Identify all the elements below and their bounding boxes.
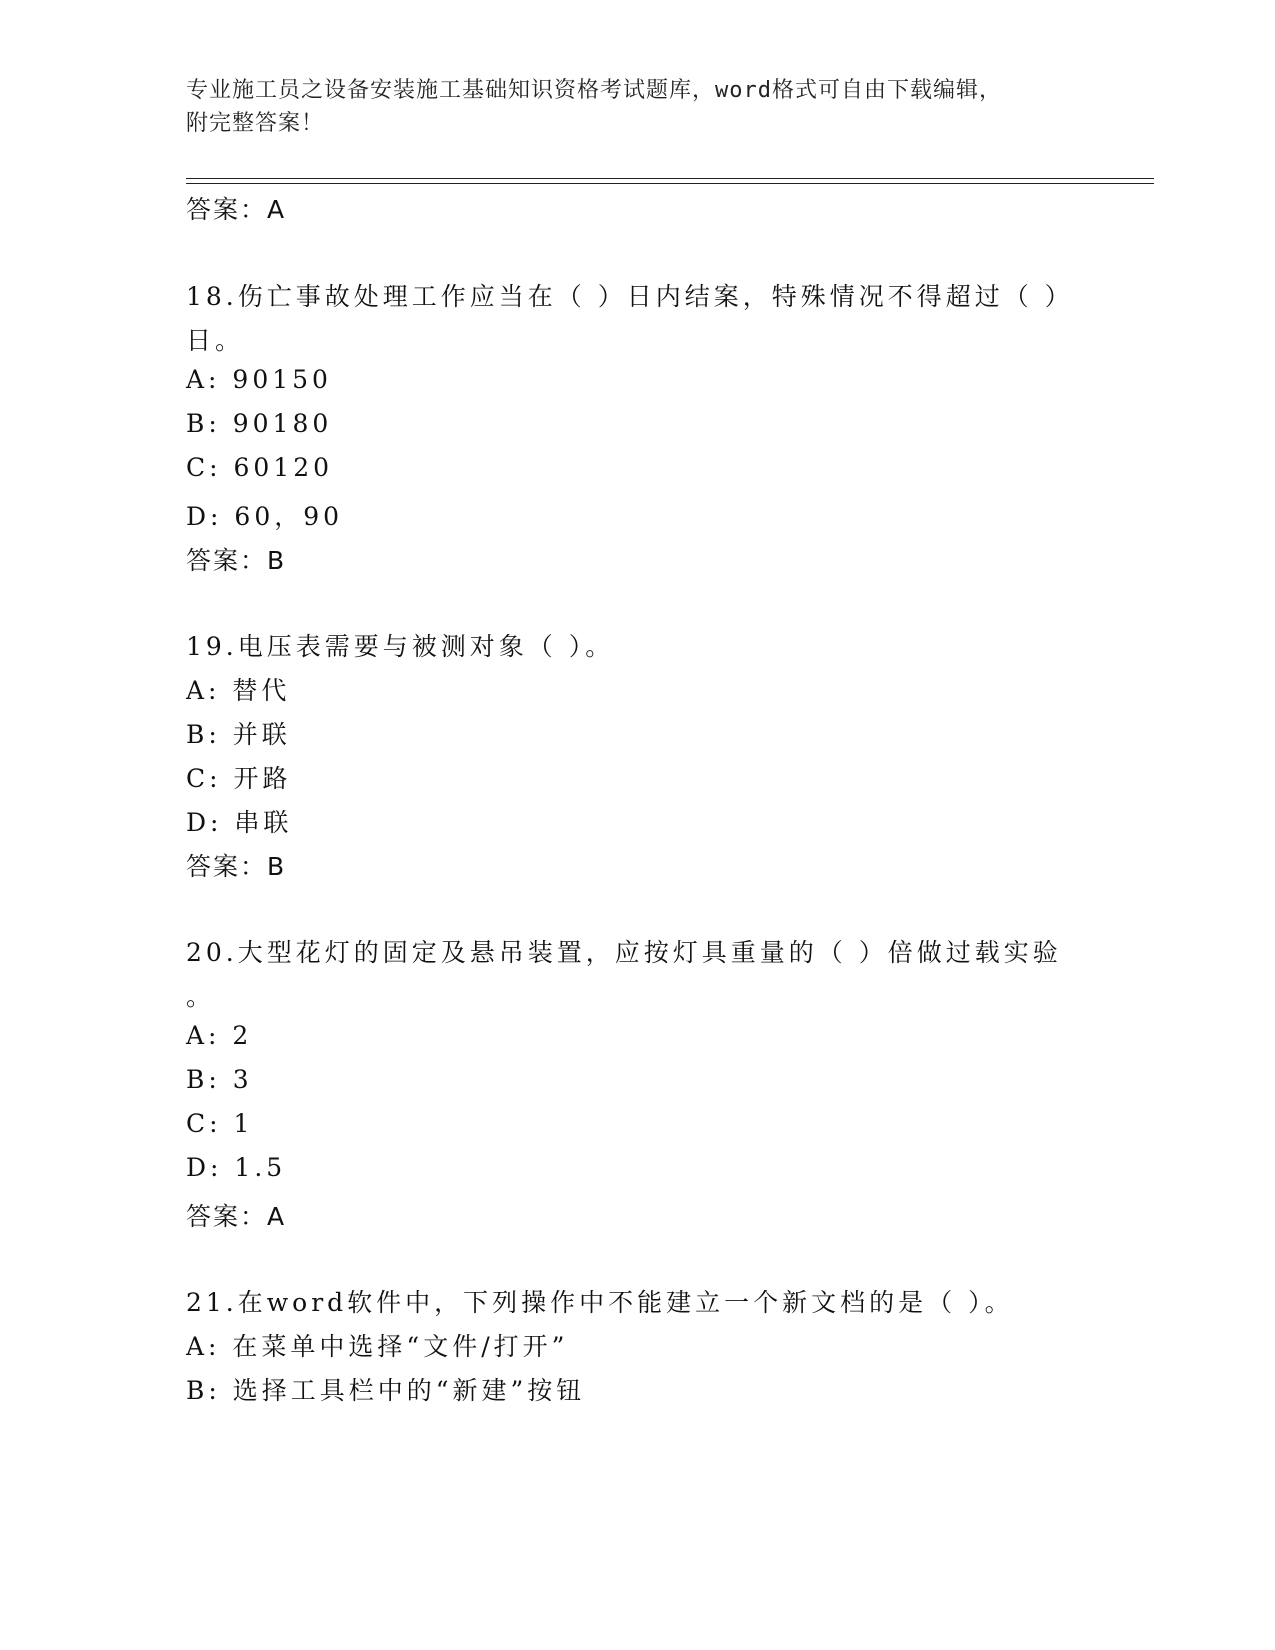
question-18-stem-cont: 日。 <box>186 326 245 355</box>
answer-17: 答案：A <box>186 195 287 224</box>
question-19-option-c: C: 开路 <box>186 764 292 793</box>
question-18-option-b: B: 90180 <box>186 409 333 438</box>
question-20-stem: 20.大型花灯的固定及悬吊装置，应按灯具重量的（ ）倍做过载实验 <box>186 938 1062 967</box>
question-20-option-d: D: 1.5 <box>186 1153 287 1182</box>
question-21-stem: 21.在word软件中，下列操作中不能建立一个新文档的是（ ）。 <box>186 1288 1014 1317</box>
question-20-option-b: B: 3 <box>186 1065 253 1094</box>
question-18-stem: 18.伤亡事故处理工作应当在（ ）日内结案，特殊情况不得超过（ ） <box>186 282 1074 311</box>
document-header <box>186 74 1086 140</box>
question-19-option-b: B: 并联 <box>186 720 291 749</box>
question-19-option-a: A: 替代 <box>186 676 291 705</box>
header-line-2: 附完整答案！ <box>186 111 325 136</box>
question-21-option-a: A: 在菜单中选择“文件/打开” <box>186 1332 569 1361</box>
header-line-1: 专业施工员之设备安装施工基础知识资格考试题库，word格式可自由下载编辑， <box>186 78 1002 103</box>
answer-18: 答案：B <box>186 546 287 575</box>
question-20-option-a: A: 2 <box>186 1021 253 1050</box>
question-21-option-b: B: 选择工具栏中的“新建”按钮 <box>186 1376 586 1405</box>
question-20-option-c: C: 1 <box>186 1109 254 1138</box>
answer-20: 答案：A <box>186 1202 287 1231</box>
question-19-option-d: D: 串联 <box>186 808 293 837</box>
question-20-stem-cont: 。 <box>186 982 216 1011</box>
question-19-stem: 19.电压表需要与被测对象（ ）。 <box>186 632 615 661</box>
question-18-option-a: A: 90150 <box>186 365 332 394</box>
answer-19: 答案：B <box>186 852 287 881</box>
header-divider-top <box>186 178 1154 179</box>
question-18-option-c: C: 60120 <box>186 453 334 482</box>
header-divider-bottom <box>186 183 1154 184</box>
question-18-option-d: D: 60，90 <box>186 502 344 531</box>
